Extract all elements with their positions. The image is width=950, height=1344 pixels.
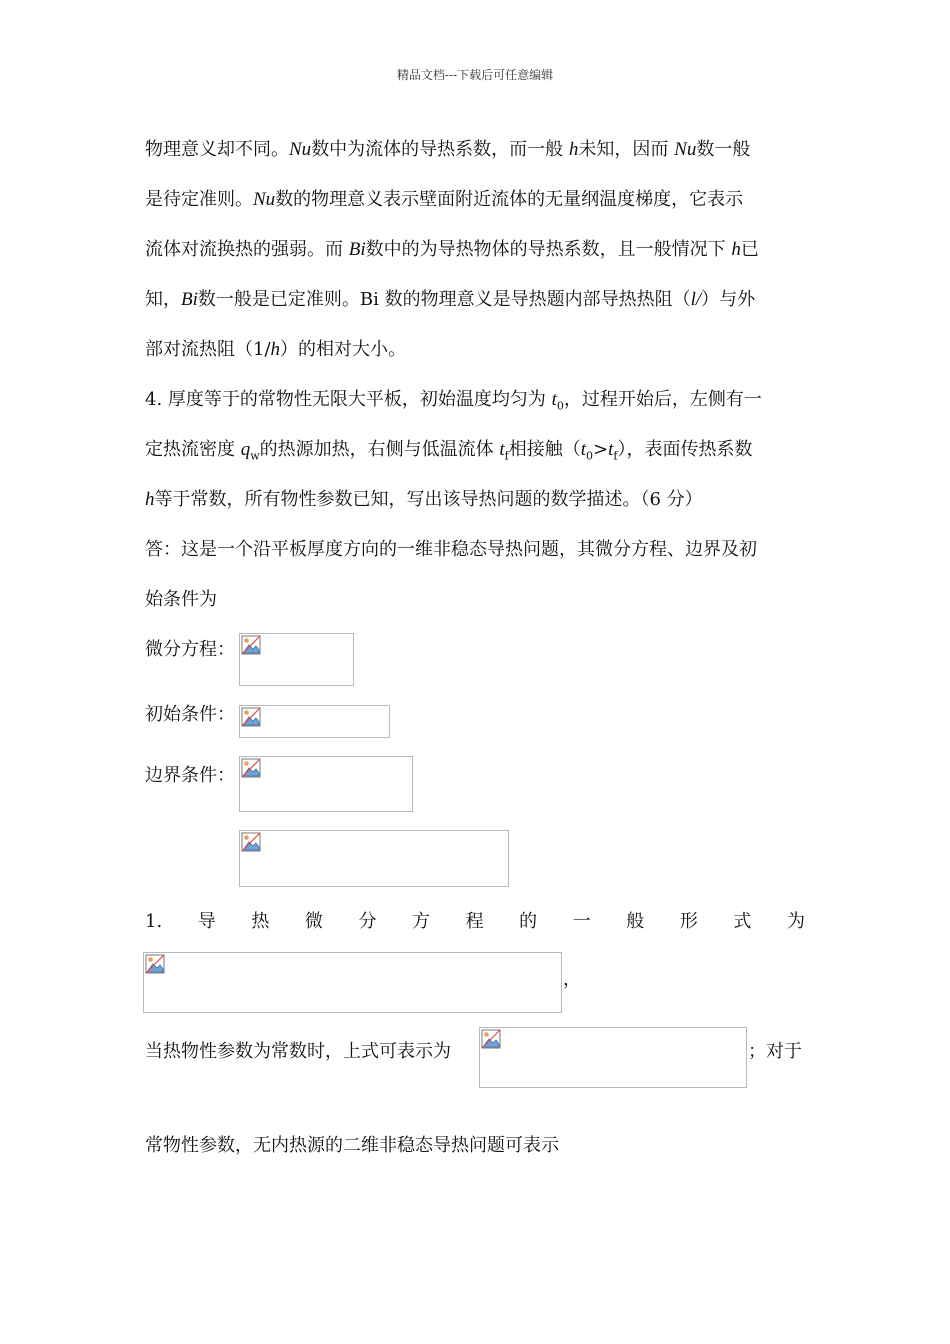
para-line-5: 部对流热阻（1/h）的相对大小。 (145, 339, 407, 360)
broken-image-icon (481, 1029, 501, 1049)
para-line-2: 是待定准则。Nu数的物理意义表示壁面附近流体的无量纲温度梯度，它表示 (145, 189, 744, 210)
broken-image-icon (145, 954, 165, 974)
comma: ， (563, 969, 581, 990)
broken-image-icon (241, 758, 261, 778)
question-4-line-2: 定热流密度 $q_w$的热源加热，右侧与低温流体 $t_f$相接触$(t_0>t_f)$，表面传热系数 (145, 439, 753, 463)
question-4-line-1: 4. 厚度等于的常物性无限大平板，初始温度均匀为 $t_0$，过程开始后，左侧有一 (145, 389, 762, 413)
diff-eq-label: 微分方程： (145, 639, 235, 660)
boundary-cond-image-1 (239, 756, 413, 812)
init-cond-label: 初始条件： (145, 704, 235, 725)
para-line-1: 物理意义却不同。Nu数中为流体的导热系数，而一般 h未知，因而 Nu数一般 (145, 139, 751, 160)
answer-line-2: 始条件为 (145, 589, 217, 610)
page-header: 精品文档---下载后可任意编辑 (396, 68, 554, 82)
init-cond-image (239, 705, 390, 738)
question-4-line-3: h等于常数，所有物性参数已知，写出该导热问题的数学描述。（6 分） (145, 489, 703, 510)
general-equation-image (143, 952, 562, 1013)
question-1-line-1: 1. 导 热 微 分 方 程 的 一 般 形 式 为 (145, 911, 805, 932)
broken-image-icon (241, 707, 261, 727)
diff-eq-image (239, 633, 354, 686)
para-line-3: 流体对流换热的强弱。而 Bi数中的为导热物体的导热系数，且一般情况下 h已 (145, 239, 759, 260)
question-1-line-3: 当热物性参数为常数时，上式可表示为 (145, 1041, 451, 1062)
question-1-line-3-tail: ；对于 (748, 1041, 802, 1062)
answer-line-1: 答：这是一个沿平板厚度方向的一维非稳态导热问题，其微分方程、边界及初 (145, 539, 757, 560)
broken-image-icon (241, 832, 261, 852)
boundary-cond-image-2 (239, 830, 509, 887)
broken-image-icon (241, 635, 261, 655)
boundary-cond-label: 边界条件： (145, 765, 235, 786)
para-line-4: 知，Bi数一般是已定准则。Bi 数的物理意义是导热题内部导热热阻（l/）与外 (145, 289, 756, 310)
question-1-line-4: 常物性参数，无内热源的二维非稳态导热问题可表示 (145, 1135, 559, 1156)
constant-property-equation-image (479, 1027, 747, 1088)
